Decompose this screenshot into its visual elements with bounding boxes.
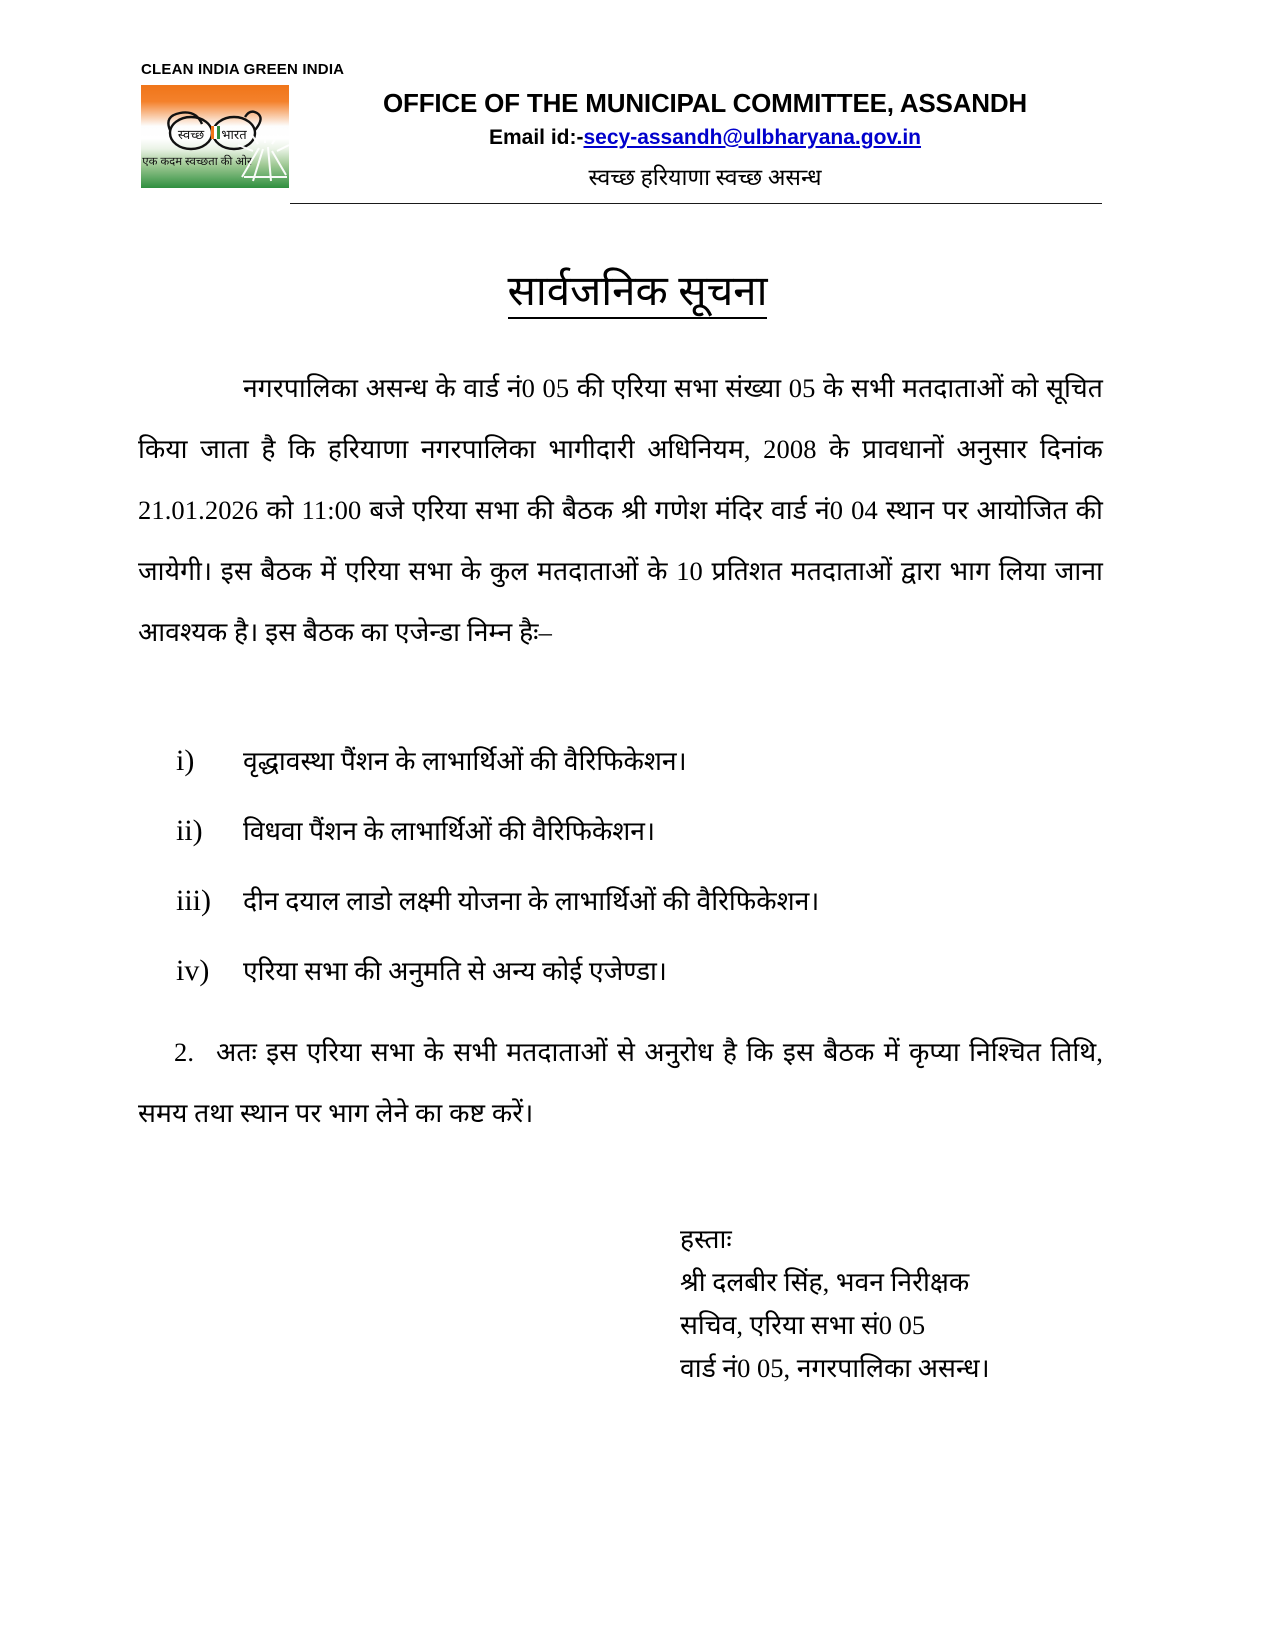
list-item-label: विधवा पैंशन के लाभार्थिओं की वैरिफिकेशन। [243, 816, 656, 846]
email-line [290, 126, 1120, 150]
signatory-ward: वार्ड नं0 05, नगरपालिका असन्ध। [680, 1353, 990, 1383]
list-item-marker: i) [176, 744, 195, 777]
brand-tagline: CLEAN INDIA GREEN INDIA [141, 61, 345, 78]
list-item-label: वृद्धावस्था पैंशन के लाभार्थिओं की वैरिफिकेशन। [243, 746, 687, 776]
body-paragraph-block [138, 358, 1103, 663]
page-title-text: सार्वजनिक सूचना [508, 269, 768, 319]
office-title: OFFICE OF THE MUNICIPAL COMMITTEE, ASSANDH [383, 88, 1027, 118]
list-item-marker: iii) [176, 884, 211, 917]
paragraph-2-text: अतः इस एरिया सभा के सभी मतदाताओं से अनुरोध है कि इस बैठक में कृप्या निश्चित तिथि, समय तथा स्थान पर भाग लेने का कष्ट करें। [138, 1037, 1103, 1128]
signatory-name: श्री दलबीर सिंह, भवन निरीक्षक [680, 1267, 970, 1297]
list-item-marker: ii) [176, 814, 203, 847]
paragraph-2-number: 2. [174, 1037, 195, 1067]
signature-label: हस्ताः [680, 1224, 732, 1254]
paragraph-2 [138, 1022, 1103, 1144]
paragraph-1 [138, 358, 1103, 663]
svg-text:भारत: भारत [221, 127, 247, 142]
list-item [138, 812, 1103, 882]
svg-text:एक कदम स्वच्छता की ओर: एक कदम स्वच्छता की ओर [142, 156, 252, 168]
list-item [138, 742, 1103, 812]
list-item-marker: iv) [176, 954, 210, 987]
signature-block [680, 1218, 1100, 1390]
email-link[interactable]: secy-assandh@ulbharyana.gov.in [583, 126, 922, 149]
svg-text:स्वच्छ: स्वच्छ [177, 127, 205, 142]
hindi-subtitle: स्वच्छ हरियाणा स्वच्छ असन्ध [588, 165, 822, 190]
list-item [138, 882, 1103, 952]
list-item [138, 952, 1103, 1022]
document-header [0, 0, 1275, 215]
list-item-label: दीन दयाल लाडो लक्ष्मी योजना के लाभार्थिओं की वैरिफिकेशन। [243, 886, 820, 916]
header-divider [290, 203, 1102, 204]
email-label: Email id:- [488, 126, 584, 149]
signatory-designation: सचिव, एरिया सभा सं0 05 [680, 1310, 926, 1340]
agenda-list [138, 742, 1103, 1022]
list-item-label: एरिया सभा की अनुमति से अन्य कोई एजेण्डा। [243, 956, 667, 986]
page-title [0, 268, 1275, 316]
closing-paragraph-block [138, 1022, 1103, 1144]
swachh-bharat-logo-icon [141, 85, 289, 188]
paragraph-1-text: नगरपालिका असन्ध के वार्ड नं0 05 की एरिया सभा संख्या 05 के सभी मतदाताओं को सूचित किया जाता है कि हरियाणा नगरपालिका भागीदारी अधिनियम, 2008 के प्रावधानों अनुसार दिनांक 21.01.2026 को 11:00 बजे एरिया सभा की बैठक श्री गणेश मंदिर वार्ड नं0 04 स्थान पर आयोजित की जायेगी। इस बैठक में एरिया सभा के कुल मतदाताओं के 10 प्रतिशत मतदाताओं द्वारा भाग लिया जाना आवश्यक है। इस बैठक का एजेन्डा निम्न हैः– [138, 373, 1103, 647]
